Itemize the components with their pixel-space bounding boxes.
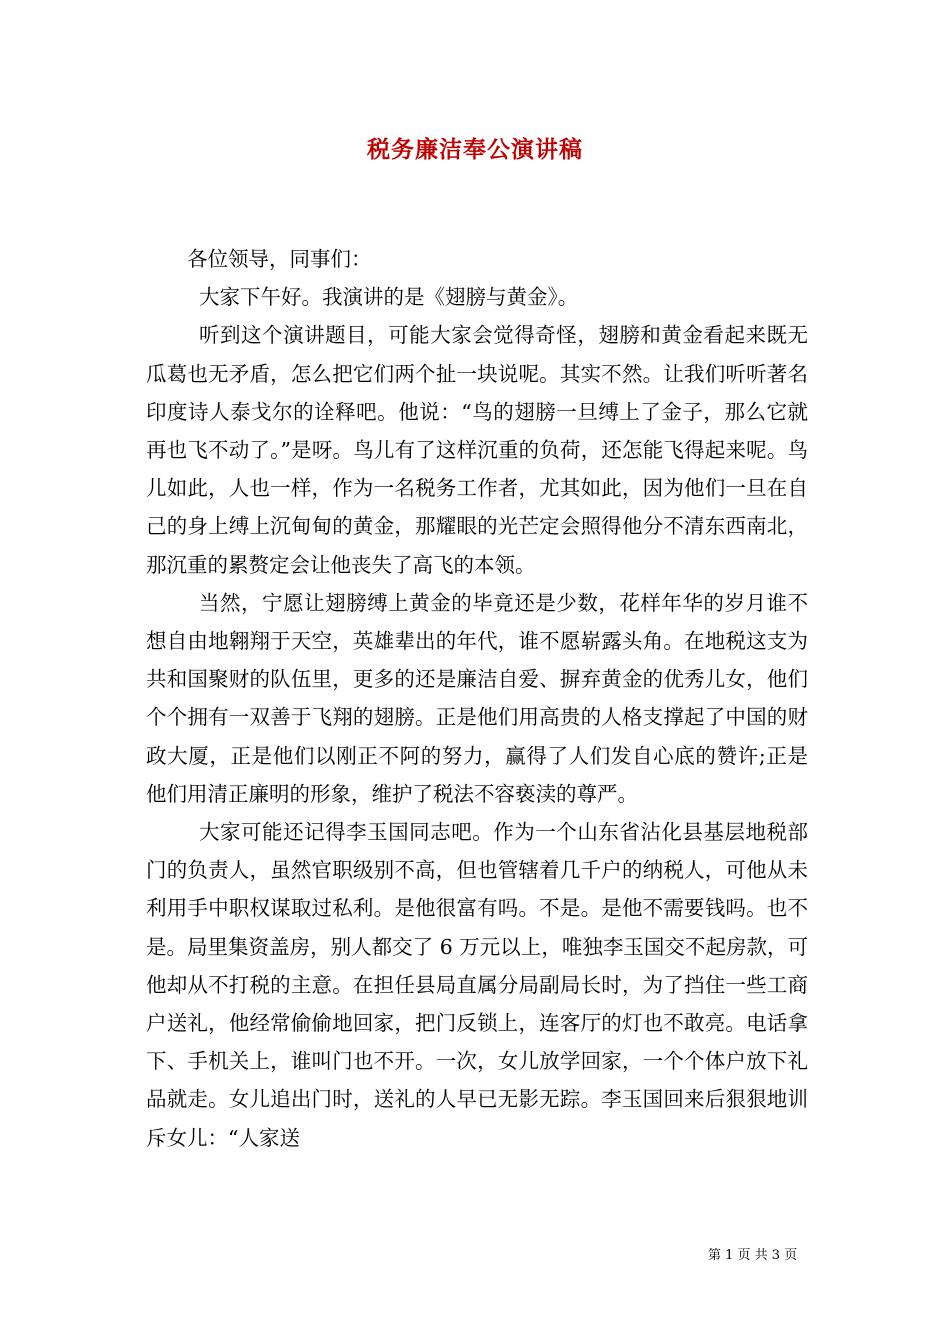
paragraph-2: 听到这个演讲题目，可能大家会觉得奇怪，翅膀和黄金看起来既无瓜葛也无矛盾，怎么把它们两个扯一块说呢。其实不然。让我们听听著名印度诗人泰戈尔的诠释吧。他说：“鸟的翅膀一旦缚上了金子，那么它就再也飞不动了。”是呀。鸟儿有了这样沉重的负荷，还怎能飞得起来呢。鸟儿如此，人也一样，作为一名税务工作者，尤其如此，因为他们一旦在自己的身上缚上沉甸甸的黄金，那耀眼的光芒定会照得他分不清东西南北，那沉重的累赘定会让他丧失了高飞的本领。 bbox=[146, 323, 808, 577]
paragraph-3: 当然，宁愿让翅膀缚上黄金的毕竟还是少数，花样年华的岁月谁不想自由地翱翔于天空，英雄辈出的年代，谁不愿崭露头角。在地税这支为共和国聚财的队伍里，更多的还是廉洁自爱、摒弃黄金的优秀儿女，他们个个拥有一双善于飞翔的翅膀。正是他们用高贵的人格支撑起了中国的财政大厦，正是他们以刚正不阿的努力，赢得了人们发自心底的赞许;正是他们用清正廉明的形象，维护了税法不容亵渎的尊严。 bbox=[146, 590, 808, 806]
page-number-footer: 第 1 页 共 3 页 bbox=[708, 1248, 798, 1263]
paragraph-4: 大家可能还记得李玉国同志吧。作为一个山东省沾化县基层地税部门的负责人，虽然官职级别不高，但也管辖着几千户的纳税人，可他从未利用手中职权谋取过私利。是他很富有吗。不是。是他不需要钱吗。也不是。局里集资盖房，别人都交了 6 万元以上，唯独李玉国交不起房款，可他却从不打税的主意。在担任县局直属分局副局长时，为了挡住一些工商户送礼，他经常偷偷地回家，把门反锁上，连客厅的灯也不敢亮。电话拿下、手机关上，谁叫门也不开。一次，女儿放学回家，一个个体户放下礼品就走。女儿追出门时，送礼的人早已无影无踪。李玉国回来后狠狠地训斥女儿：“人家送 bbox=[146, 820, 808, 1150]
document-body bbox=[146, 240, 808, 1157]
paragraph-1: 大家下午好。我演讲的是《翅膀与黄金》。 bbox=[199, 285, 579, 310]
greeting-line: 各位领导，同事们： bbox=[187, 247, 372, 271]
document-title: 税务廉洁奉公演讲稿 bbox=[367, 136, 583, 163]
